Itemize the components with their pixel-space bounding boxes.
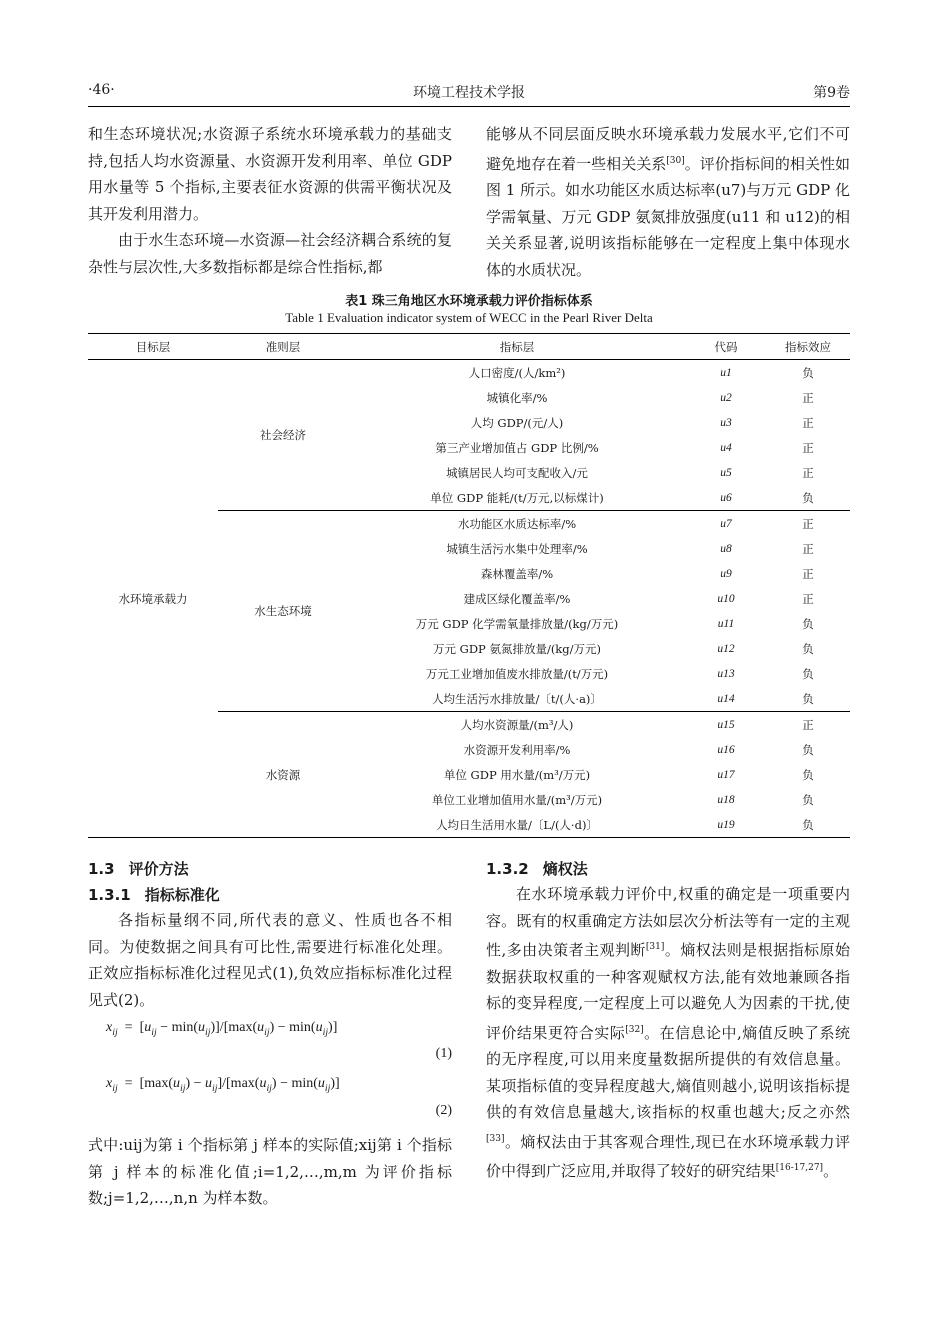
- effect-cell: 负: [802, 490, 814, 505]
- code-cell: u2: [720, 391, 732, 404]
- header-code: 代码: [714, 339, 738, 354]
- header-effect: 指标效应: [785, 339, 831, 354]
- code-cell: u19: [717, 818, 735, 831]
- citation-33[interactable]: [33]: [486, 1133, 505, 1144]
- equation-1-expression: $x_{ij} = [u_{ij} - \min(u_{ij})]/[\max(u_{ij}) - \min(u_{ij})]$: [106, 1020, 338, 1038]
- effect-cell: 负: [802, 792, 814, 807]
- indicator-cell: 人均日生活用水量/〔L/(人·d)〕: [436, 817, 598, 832]
- effect-cell: 负: [802, 365, 814, 380]
- code-cell: u18: [717, 793, 735, 806]
- effect-cell: 正: [802, 390, 814, 405]
- effect-cell: 负: [802, 616, 814, 631]
- code-cell: u6: [720, 491, 732, 504]
- code-cell: u9: [720, 567, 732, 580]
- indicator-cell: 人均水资源量/(m³/人): [348, 712, 686, 738]
- effect-cell: 负: [802, 742, 814, 757]
- indicator-cell: 水资源开发利用率/%: [463, 742, 571, 757]
- effect-cell: 正: [802, 591, 814, 606]
- code-cell: u5: [720, 466, 732, 479]
- code-cell: u8: [720, 542, 732, 555]
- table-header-row: [88, 334, 850, 360]
- paragraph-entropy-weight: 在水环境承载力评价中,权重的确定是一项重要内容。既有的权重确定方法如层次分析法等有一定的主观性,多由决策者主观判断[31]。熵权法则是根据指标原始数据获取权重的一种客观赋权方法,能有效地兼顾各指标的变异程度,一定程度上可以避免人为因素的干扰,使评价结果更符合实际[32]。在信息论中,熵值反映了系统的无序程度,可以用来度量数据所提供的有效信息量。某项指标值的变异程度越大,熵值则越小,说明该指标提供的有效信息量越大,该指标的权重也越大;反之亦然[33]。熵权法由于其客观合理性,现已在水环境承载力评价中得到广泛应用,并取得了较好的研究结果[16-17,27]。: [486, 885, 850, 1180]
- citation-16-17-27[interactable]: [16-17,27]: [775, 1163, 824, 1173]
- code-cell: u3: [720, 416, 732, 429]
- header-indicator-layer: 指标层: [499, 339, 535, 354]
- indicator-cell: 人口密度/(人/km²): [468, 365, 566, 380]
- code-cell: u15: [686, 712, 766, 738]
- effect-cell: 正: [802, 440, 814, 455]
- code-cell: u4: [720, 441, 732, 454]
- indicator-cell: 单位工业增加值用水量/(m³/万元): [431, 792, 603, 807]
- table-caption-en: Table 1 Evaluation indicator system of WECC in the Pearl River Delta: [285, 310, 653, 325]
- criterion-cell-water-resources: 水资源: [218, 712, 348, 838]
- paragraph-coupled-system: 由于水生态环境—水资源—社会经济耦合系统的复杂性与层次性,大多数指标都是综合性指标,都: [88, 231, 452, 276]
- section-heading-1-3-1: 1.3.1 指标标准化: [88, 886, 220, 904]
- citation-30[interactable]: [30]: [666, 155, 685, 166]
- section-heading-1-3-2: 1.3.2 熵权法: [486, 860, 588, 878]
- indicator-cell: 森林覆盖率/%: [480, 566, 554, 581]
- table-row: [88, 360, 850, 386]
- indicator-cell: 水功能区水质达标率/%: [348, 511, 686, 537]
- indicator-cell: 城镇居民人均可支配收入/元: [446, 465, 588, 480]
- indicator-cell: 人均生活污水排放量/〔t/(人·a)〕: [432, 691, 602, 706]
- code-cell: u10: [717, 592, 735, 605]
- citation-32[interactable]: [32]: [625, 1024, 644, 1035]
- criterion-cell-water-ecology: 水生态环境: [218, 511, 348, 712]
- indicator-cell: 万元工业增加值废水排放量/(t/万元): [425, 666, 609, 681]
- indicator-cell: 万元 GDP 氨氮排放量/(kg/万元): [432, 641, 601, 656]
- equation-1-number: (1): [435, 1046, 452, 1061]
- effect-cell: 正: [802, 465, 814, 480]
- indicator-cell: 建成区绿化覆盖率/%: [463, 591, 571, 606]
- effect-cell: 负: [802, 666, 814, 681]
- indicator-cell: 单位 GDP 能耗/(t/万元,以标煤计): [430, 490, 604, 505]
- section-heading-1-3: 1.3 评价方法: [88, 860, 189, 878]
- criterion-cell-socioeconomic: 社会经济: [260, 428, 306, 442]
- header-rule: [88, 106, 850, 107]
- equation-1: [88, 1020, 452, 1068]
- code-cell: u7: [686, 511, 766, 537]
- paragraph-standardization: 各指标量纲不同,所代表的意义、性质也各不相同。为使数据之间具有可比性,需要进行标准化处理。正效应指标标准化过程见式(1),负效应指标标准化过程见式(2)。: [88, 911, 452, 1009]
- citation-31[interactable]: [31]: [645, 942, 665, 952]
- code-cell: u11: [717, 617, 735, 630]
- code-cell: u13: [717, 667, 735, 680]
- indicator-table: [88, 333, 850, 838]
- effect-cell: 正: [802, 415, 814, 430]
- volume-label: 第9卷: [813, 85, 850, 101]
- code-cell: u16: [717, 743, 735, 756]
- indicator-cell: 人均 GDP/(元/人): [470, 415, 564, 430]
- indicator-cell: 城镇化率/%: [486, 390, 548, 405]
- header-criterion-layer: 准则层: [265, 339, 301, 354]
- effect-cell: 正: [766, 712, 850, 738]
- code-cell: u14: [717, 692, 735, 705]
- paragraph-variable-definitions: 式中:uij为第 i 个指标第 j 样本的实际值;xij第 i 个指标第 j 样本的标准化值;i=1,2,…,m,m 为评价指标数;j=1,2,…,n,n 为样本数。: [88, 1136, 452, 1207]
- code-cell: u17: [717, 768, 735, 781]
- paragraph-correlation: 能够从不同层面反映水环境承载力发展水平,它们不可避免地存在着一些相关关系[30]。评价指标间的相关性如图 1 所示。如水功能区水质达标率(u7)与万元 GDP 化学需氧量、万元 GDP 氨氮排放强度(u11 和 u12)的相关关系显著,说明该指标能够在一定程度上集中体现水体的水质状况。: [486, 125, 850, 279]
- effect-cell: 负: [802, 641, 814, 656]
- header-goal-layer: 目标层: [135, 339, 171, 354]
- goal-cell: 水环境承载力: [118, 591, 188, 606]
- effect-cell: 负: [802, 817, 814, 832]
- indicator-cell: 万元 GDP 化学需氧量排放量/(kg/万元): [415, 616, 619, 631]
- effect-cell: 正: [766, 511, 850, 537]
- indicator-cell: 第三产业增加值占 GDP 比例/%: [435, 440, 599, 455]
- code-cell: u12: [717, 642, 735, 655]
- effect-cell: 正: [802, 566, 814, 581]
- table-caption-zh: 表1 珠三角地区水环境承载力评价指标体系: [345, 294, 593, 309]
- page-number: ·46·: [88, 82, 115, 98]
- equation-2-number: (2): [435, 1103, 452, 1118]
- effect-cell: 负: [802, 691, 814, 706]
- code-cell: u1: [720, 366, 732, 379]
- indicator-cell: 单位 GDP 用水量/(m³/万元): [443, 767, 591, 782]
- effect-cell: 正: [802, 541, 814, 556]
- equation-2: [88, 1076, 452, 1124]
- journal-title: 环境工程技术学报: [413, 85, 525, 101]
- indicator-cell: 城镇生活污水集中处理率/%: [446, 541, 588, 556]
- effect-cell: 负: [802, 767, 814, 782]
- paragraph-water-resources: 和生态环境状况;水资源子系统水环境承载力的基础支持,包括人均水资源量、水资源开发利用率、单位 GDP 用水量等 5 个指标,主要表征水资源的供需平衡状况及其开发利用潜力。: [88, 125, 452, 223]
- running-header: [88, 82, 850, 106]
- equation-2-expression: $x_{ij} = [\max(u_{ij}) - u_{ij}]/[\max(u_{ij}) - \min(u_{ij})]$: [106, 1076, 340, 1094]
